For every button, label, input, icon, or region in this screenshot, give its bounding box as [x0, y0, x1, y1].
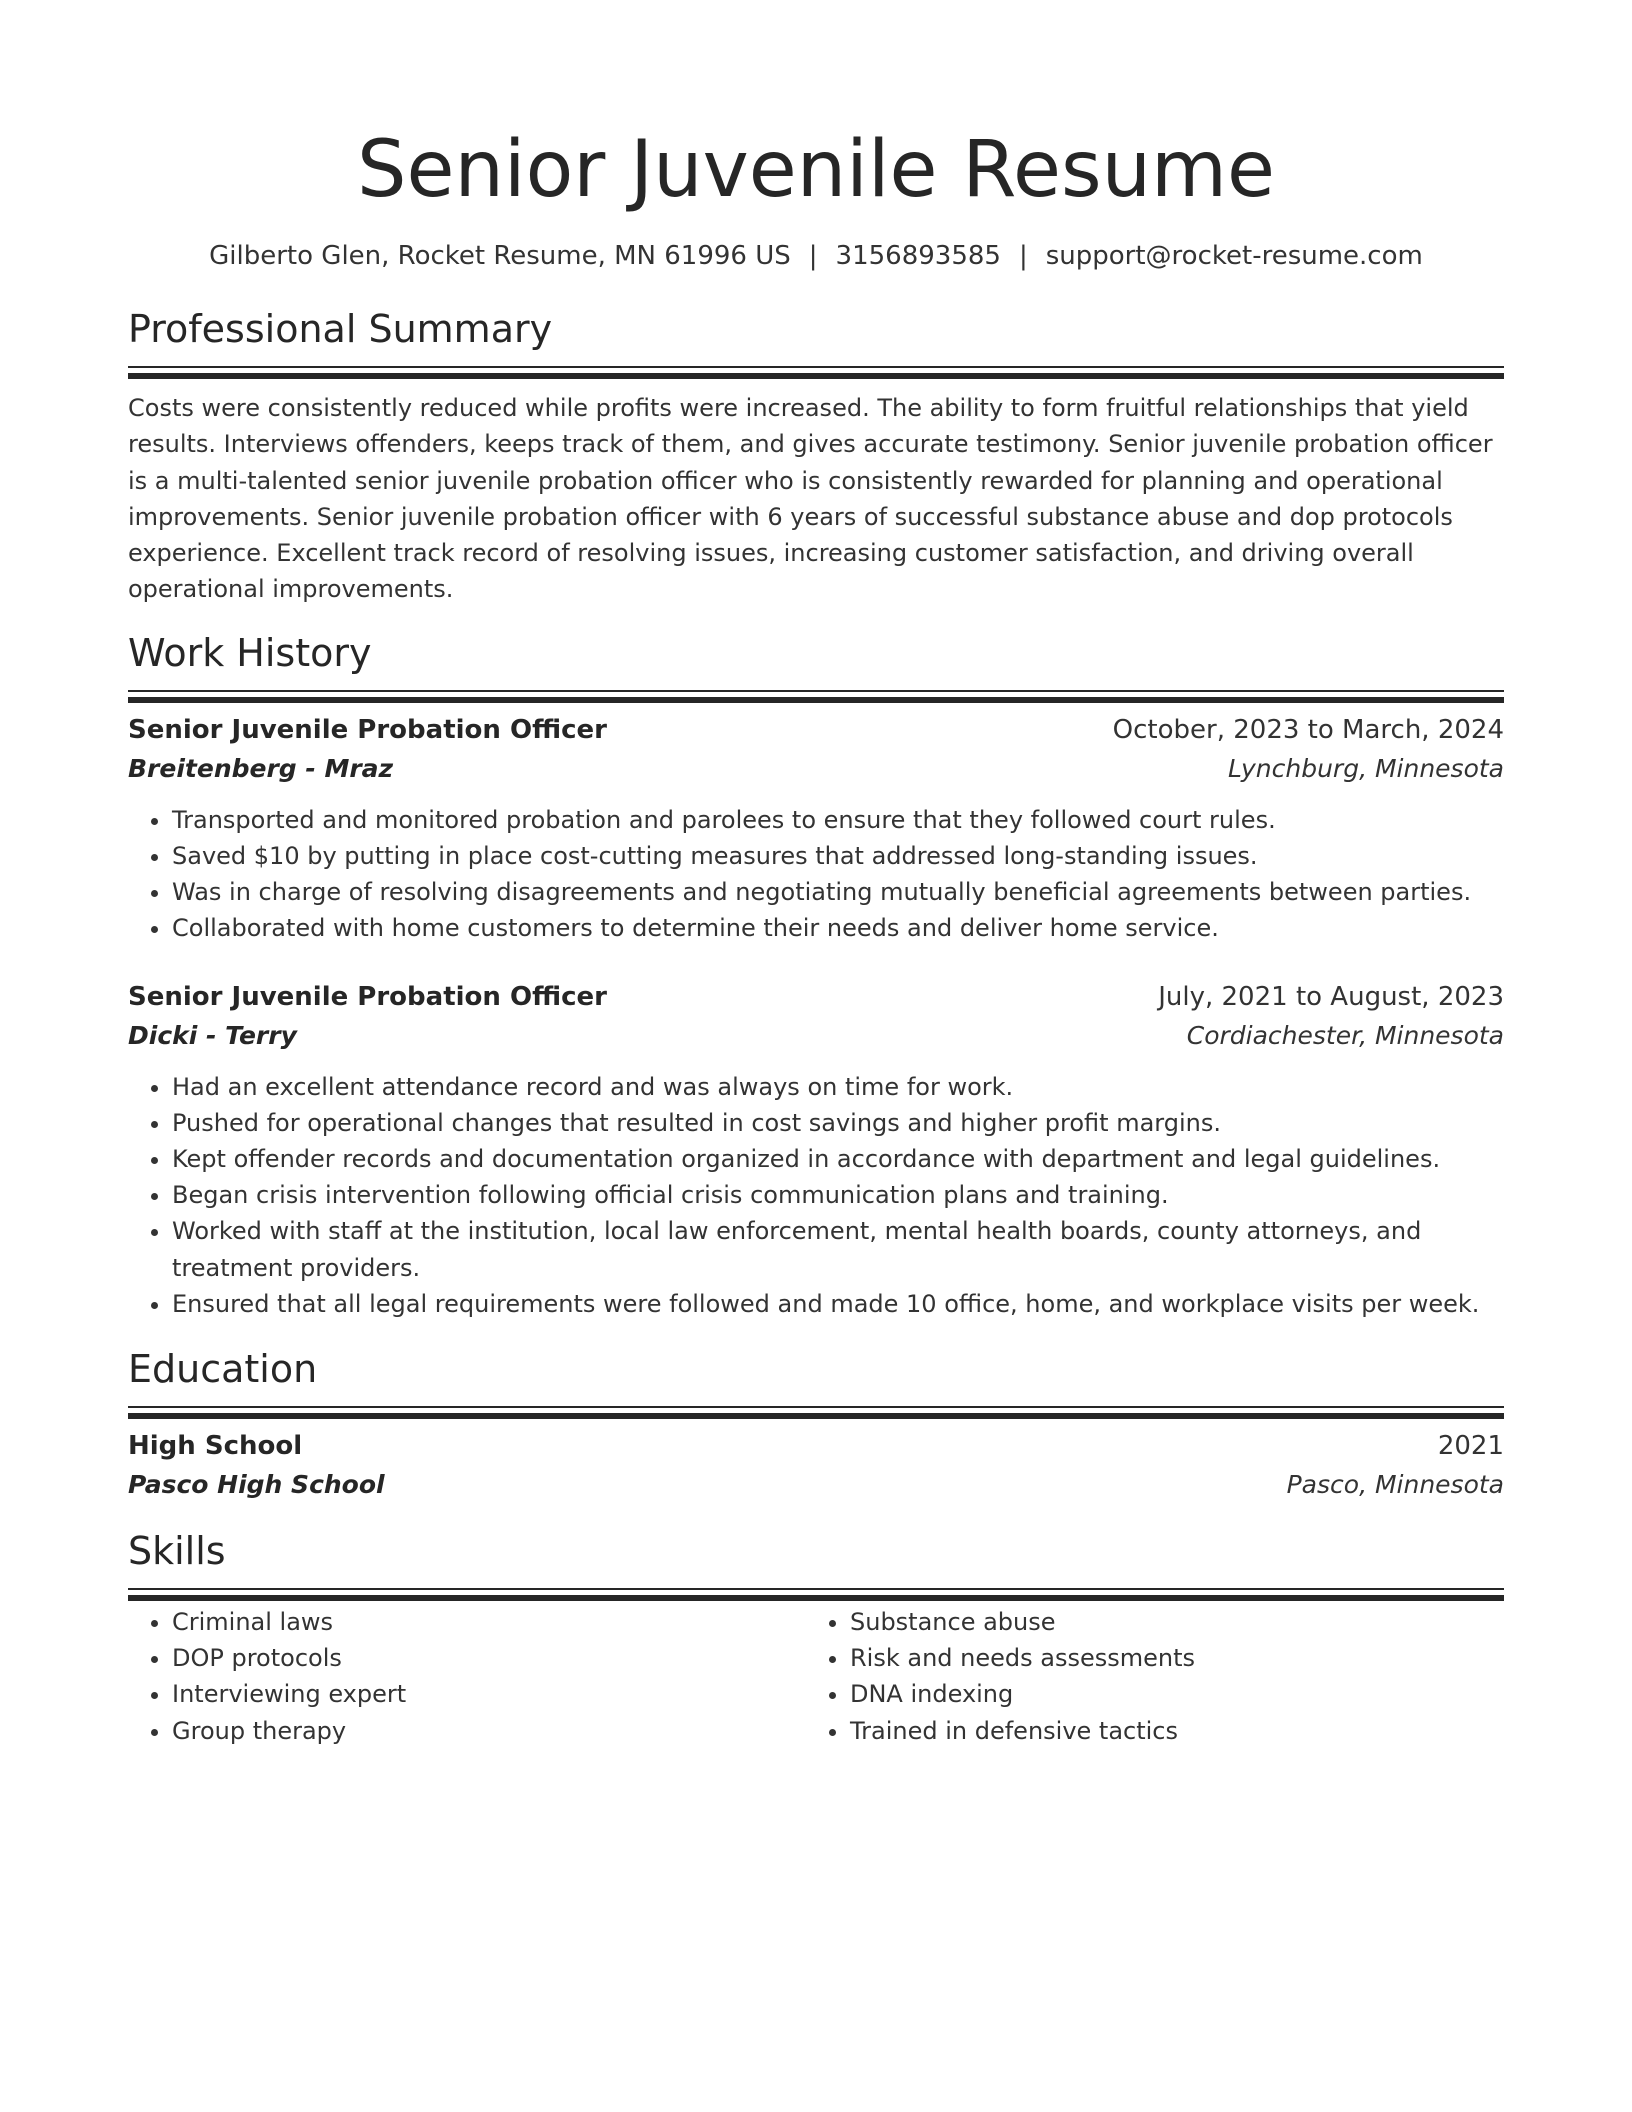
skill-item: • Criminal laws [172, 1604, 806, 1640]
contact-separator: | [808, 241, 818, 271]
job-bullet: • Collaborated with home customers to determine their needs and deliver home service. [172, 910, 1504, 946]
job-bullet: • Ensured that all legal requirements were followed and made 10 office, home, and workplace visits per week. [172, 1286, 1504, 1322]
education-degree: High School [128, 1431, 303, 1462]
job-location: Lynchburg, Minnesota [1227, 753, 1504, 783]
job-company: Breitenberg - Mraz [128, 753, 394, 783]
contact-address: Gilberto Glen, Rocket Resume, MN 61996 US [209, 241, 791, 271]
section-divider [128, 690, 1504, 692]
resume-page [128, 0, 1504, 1749]
skill-item: • DNA indexing [850, 1676, 1484, 1712]
education-location: Pasco, Minnesota [1286, 1470, 1504, 1500]
summary-text: Costs were consistently reduced while profits were increased. The ability to form fruitful relationships that yield results. Interviews offenders, keeps track of them, and gives accurate testimony. Senior juvenile probation officer is a multi-talented senior juvenile probation officer who is consistently rewarded for planning and operational improvements. Senior juvenile probation officer with 6 years of successful substance abuse and dop protocols experience. Excellent track record of resolving issues, increasing customer satisfaction, and driving overall operational improvements. [128, 394, 1493, 604]
job-bullets [128, 1069, 1504, 1322]
skill-item: • Trained in defensive tactics [850, 1713, 1484, 1749]
skill-item: • Risk and needs assessments [850, 1640, 1484, 1676]
job-bullet: • Transported and monitored probation and parolees to ensure that they followed court rules. [172, 802, 1504, 838]
skills-list-right [806, 1604, 1484, 1749]
job-title: Senior Juvenile Probation Officer [128, 981, 607, 1012]
resume-title: Senior Juvenile Resume [356, 125, 1276, 215]
job-bullets [128, 802, 1504, 947]
section-title-skills: Skills [128, 1529, 226, 1574]
contact-email: support@rocket-resume.com [1045, 241, 1423, 271]
skills-list-left [128, 1604, 806, 1749]
job-bullet: • Pushed for operational changes that resulted in cost savings and higher profit margins. [172, 1105, 1504, 1141]
job-location: Cordiachester, Minnesota [1186, 1020, 1504, 1050]
section-divider [128, 1588, 1504, 1590]
section-title-education: Education [128, 1347, 318, 1392]
section-divider [128, 366, 1504, 368]
job-bullet: • Kept offender records and documentation organized in accordance with department and legal guidelines. [172, 1141, 1504, 1177]
job-bullet: • Was in charge of resolving disagreements and negotiating mutually beneficial agreements between parties. [172, 874, 1504, 910]
skills-section [128, 1526, 1504, 1749]
job-bullet: • Began crisis intervention following official crisis communication plans and training. [172, 1177, 1504, 1213]
job-title: Senior Juvenile Probation Officer [128, 714, 607, 745]
skill-item: • Substance abuse [850, 1604, 1484, 1640]
skill-item: • DOP protocols [172, 1640, 806, 1676]
contact-separator: | [1018, 241, 1028, 271]
section-title-summary: Professional Summary [128, 307, 553, 351]
job-bullet: • Worked with staff at the institution, local law enforcement, mental health boards, county attorneys, and treatment providers. [172, 1213, 1504, 1285]
education-year: 2021 [1437, 1431, 1504, 1462]
job-company: Dicki - Terry [128, 1020, 297, 1050]
contact-line [128, 238, 1504, 274]
education-school: Pasco High School [128, 1470, 385, 1500]
job-entry [128, 977, 1504, 1322]
summary-section [128, 304, 1504, 608]
section-title-work-history: Work History [128, 630, 372, 675]
skills-columns [128, 1604, 1504, 1749]
job-dates: October, 2023 to March, 2024 [1112, 714, 1504, 745]
section-divider [128, 1406, 1504, 1408]
contact-phone: 3156893585 [835, 241, 1001, 271]
skill-item: • Group therapy [172, 1713, 806, 1749]
job-bullet: • Saved $10 by putting in place cost-cutting measures that addressed long-standing issues. [172, 838, 1504, 874]
job-entry [128, 710, 1504, 947]
education-section [128, 1344, 1504, 1504]
work-history-section [128, 628, 1504, 1322]
skill-item: • Interviewing expert [172, 1676, 806, 1712]
job-dates: July, 2021 to August, 2023 [1158, 981, 1504, 1012]
job-bullet: • Had an excellent attendance record and was always on time for work. [172, 1069, 1504, 1105]
